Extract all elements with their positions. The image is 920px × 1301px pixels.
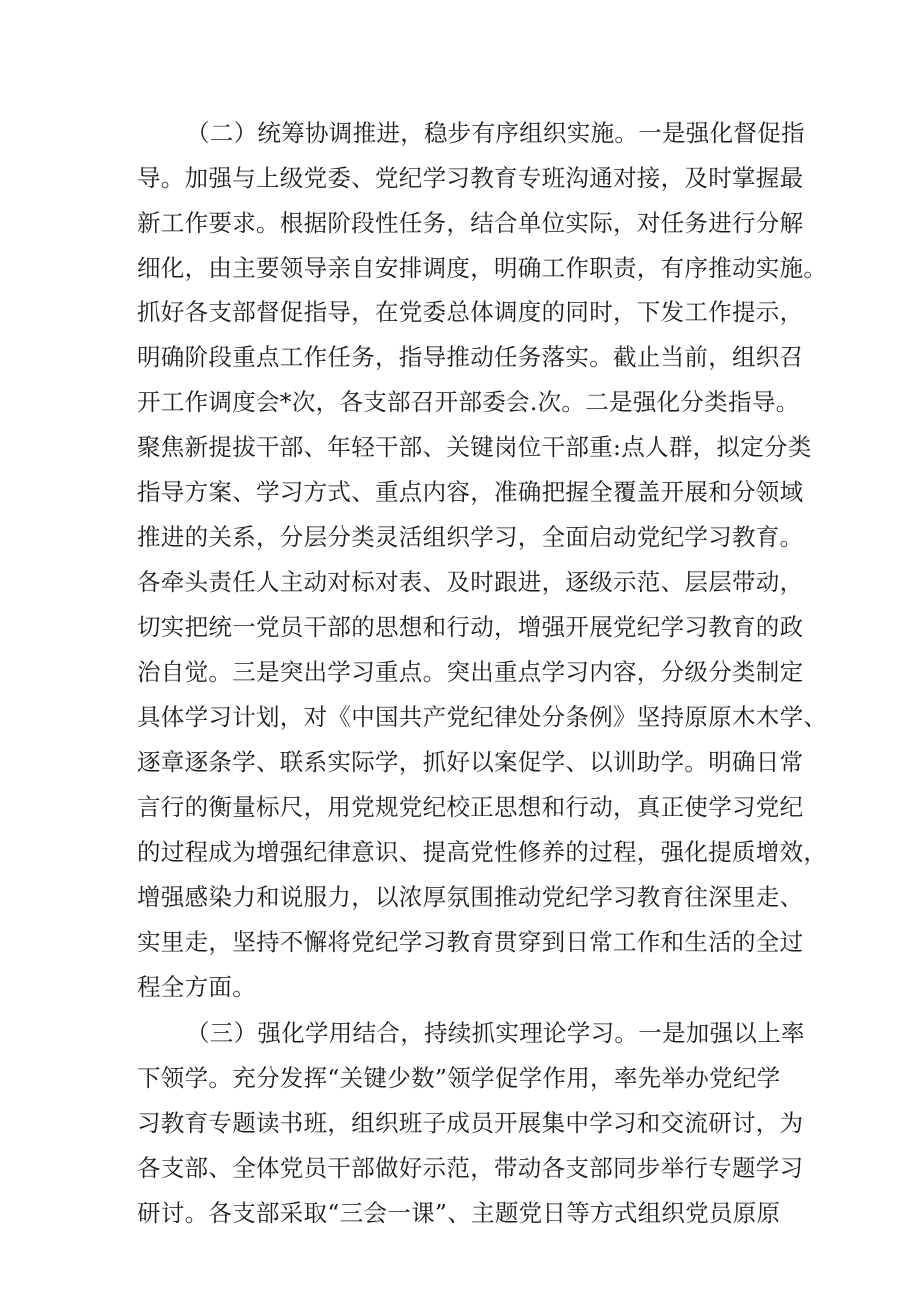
body-text-line: 习教育专题读书班，组织班子成员开展集中学习和交流研讨，为: [137, 1109, 804, 1137]
body-text-line: 指导方案、学习方式、重点内容，准确把握全覆盖开展和分领域: [137, 478, 804, 506]
body-text-line: 明确阶段重点工作任务，指导推动任务落实。截止当前，组织召: [137, 343, 804, 371]
body-text-line: （三）强化学用结合，持续抓实理论学习。一是加强以上率: [186, 1019, 805, 1047]
body-text-line: （二）统筹协调推进，稳步有序组织实施。一是强化督促指: [186, 119, 805, 147]
body-text-line: 实里走，坚持不懈将党纪学习教育贯穿到日常工作和生活的全过: [137, 928, 804, 956]
body-text-line: 逐章逐条学、联系实际学，抓好以案促学、以训助学。明确日常: [137, 748, 804, 776]
body-text-line: 切实把统一党员干部的思想和行动，增强开展党纪学习教育的政: [137, 613, 804, 641]
body-text-line: 各牵头责任人主动对标对表、及时跟进，逐级示范、层层带动，: [137, 568, 804, 596]
body-text-line: 下领学。充分发挥“关键少数”领学促学作用，率先举办党纪学: [137, 1064, 781, 1092]
body-text-line: 细化，由主要领导亲自安排调度，明确工作职责，有序推动实施。: [137, 254, 828, 282]
body-text-line: 治自觉。三是突出学习重点。突出重点学习内容，分级分类制定: [137, 658, 804, 686]
body-text-line: 具体学习计划，对《中国共产党纪律处分条例》坚持原原木木学、: [137, 703, 828, 731]
body-text-line: 研讨。各支部采取“三会一课”、主题党日等方式组织党员原原: [137, 1199, 781, 1227]
body-text-line: 推进的关系，分层分类灵活组织学习，全面启动党纪学习教育。: [137, 523, 804, 551]
body-text-line: 抓好各支部督促指导，在党委总体调度的同时，下发工作提示，: [137, 298, 804, 326]
body-text-line: 增强感染力和说服力，以浓厚氛围推动党纪学习教育往深里走、: [137, 883, 804, 911]
body-text-line: 各支部、全体党员干部做好示范，带动各支部同步举行专题学习: [137, 1154, 804, 1182]
body-text-line: 聚焦新提拔干部、年轻干部、关键岗位干部重:点人群，拟定分类: [137, 433, 812, 461]
body-text-line: 开工作调度会*次，各支部召开部委会.次。二是强化分类指导。: [137, 388, 800, 416]
body-text-line: 程全方面。: [137, 973, 256, 1001]
body-text-line: 新工作要求。根据阶段性任务，结合单位实际，对任务进行分解: [137, 209, 804, 237]
body-text-line: 导。加强与上级党委、党纪学习教育专班沟通对接，及时掌握最: [137, 164, 804, 192]
body-text-line: 的过程成为增强纪律意识、提高党性修养的过程，强化提质增效，: [137, 838, 828, 866]
body-text-line: 言行的衡量标尺，用党规党纪校正思想和行动，真正使学习党纪: [137, 793, 804, 821]
